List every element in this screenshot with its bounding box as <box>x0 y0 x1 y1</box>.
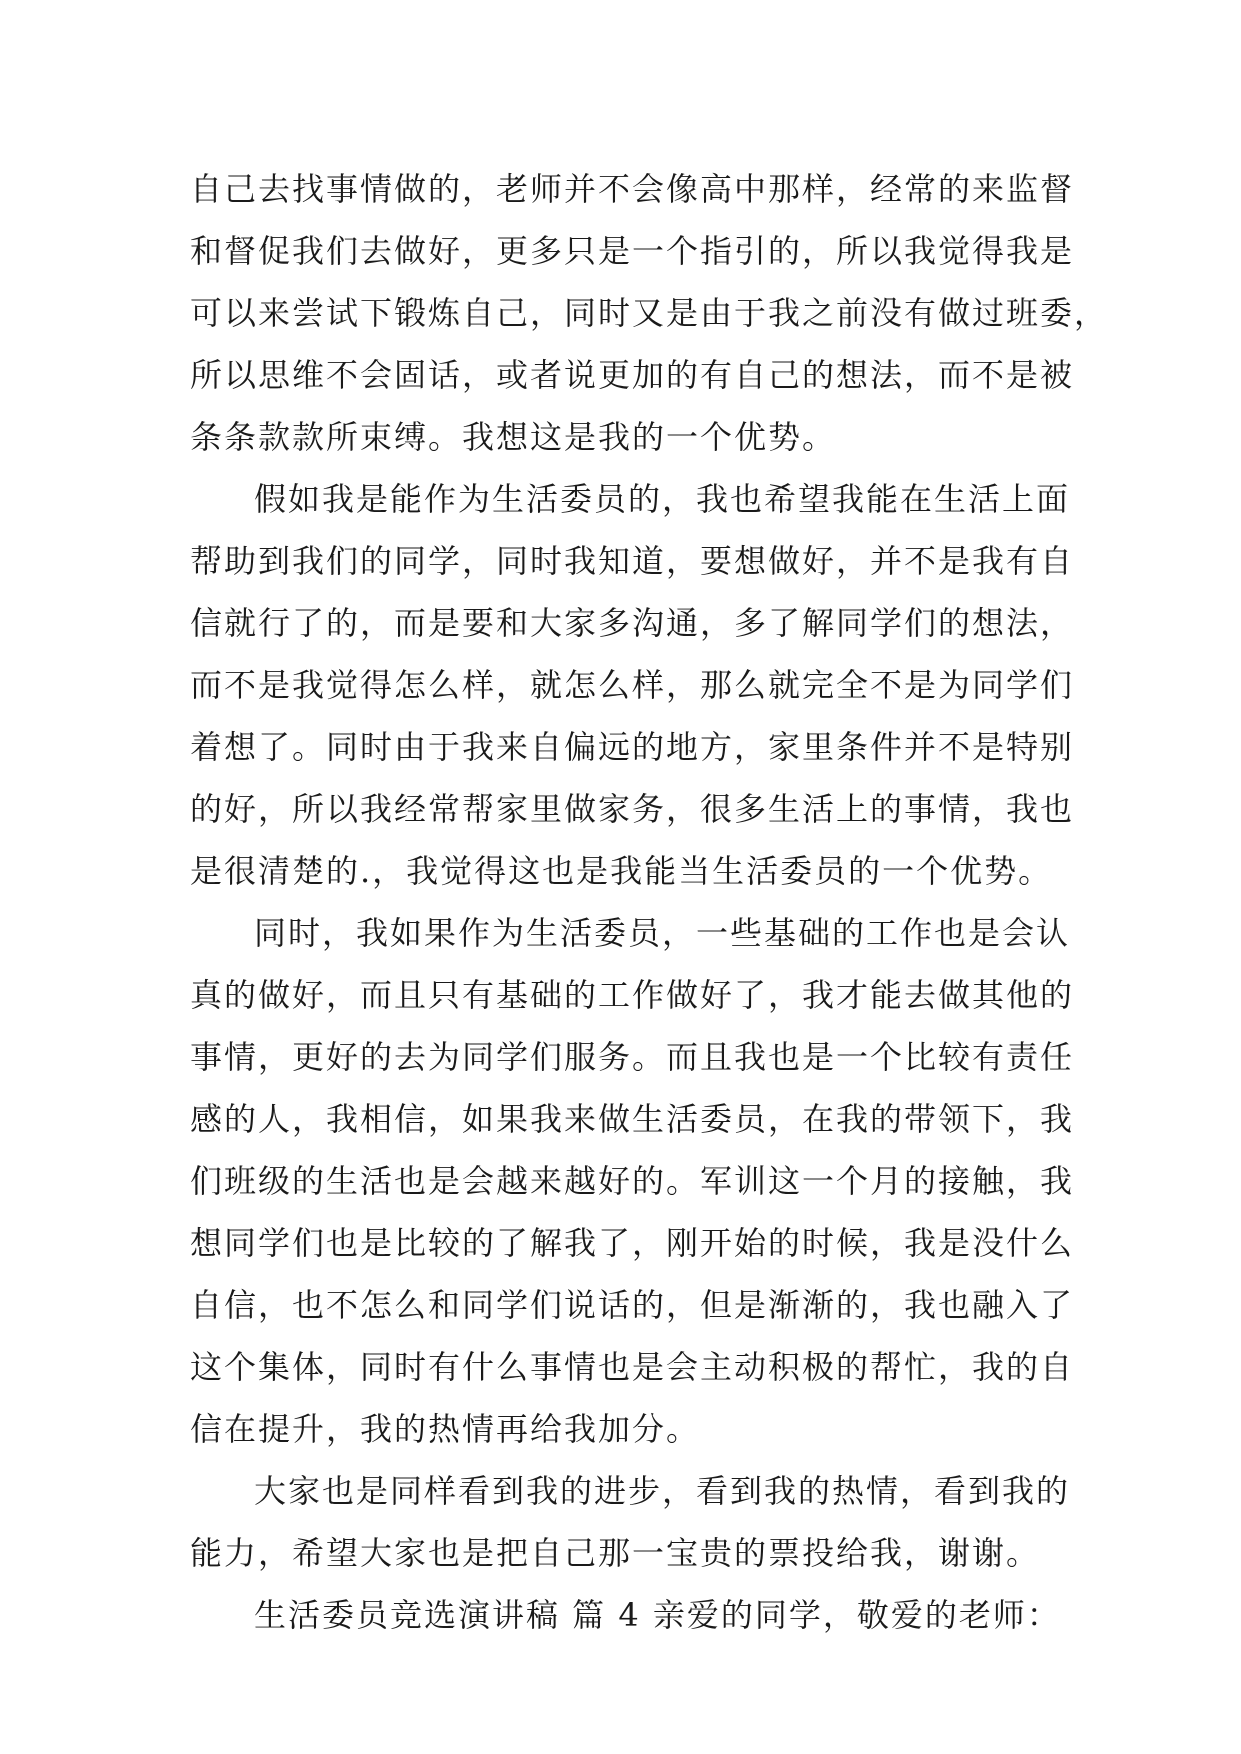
text-line: 假如我是能作为生活委员的，我也希望我能在生活上面 <box>254 480 1071 518</box>
text-line: 感的人，我相信，如果我来做生活委员，在我的带领下，我 <box>190 1100 1075 1138</box>
paragraph <box>190 468 1090 902</box>
text-line: 同时，我如果作为生活委员，一些基础的工作也是会认 <box>254 914 1071 952</box>
text-line: 帮助到我们的同学，同时我知道，要想做好，并不是我有自 <box>190 542 1075 580</box>
text-line: 这个集体，同时有什么事情也是会主动积极的帮忙，我的自 <box>190 1348 1075 1386</box>
text-line: 想同学们也是比较的了解我了，刚开始的时候，我是没什么 <box>190 1224 1075 1262</box>
text-line: 能力，希望大家也是把自己那一宝贵的票投给我，谢谢。 <box>190 1534 1041 1572</box>
text-line: 是很清楚的.，我觉得这也是我能当生活委员的一个优势。 <box>190 852 1053 890</box>
paragraph <box>190 158 1109 468</box>
text-line: 信就行了的，而是要和大家多沟通，多了解同学们的想法， <box>190 604 1075 642</box>
text-line: 和督促我们去做好，更多只是一个指引的，所以我觉得我是 <box>190 232 1075 270</box>
text-line: 信在提升，我的热情再给我加分。 <box>190 1410 701 1448</box>
paragraph <box>190 1584 1090 1646</box>
text-line: 自己去找事情做的，老师并不会像高中那样，经常的来监督 <box>190 170 1075 208</box>
text-line: 所以思维不会固话，或者说更加的有自己的想法，而不是被 <box>190 356 1075 394</box>
text-line: 条条款款所束缚。我想这是我的一个优势。 <box>190 418 837 456</box>
document-body <box>190 158 1109 1646</box>
paragraph <box>190 1460 1090 1584</box>
text-line: 真的做好，而且只有基础的工作做好了，我才能去做其他的 <box>190 976 1075 1014</box>
text-line: 事情，更好的去为同学们服务。而且我也是一个比较有责任 <box>190 1038 1075 1076</box>
text-line: 着想了。同时由于我来自偏远的地方，家里条件并不是特别 <box>190 728 1075 766</box>
text-line: 可以来尝试下锻炼自己，同时又是由于我之前没有做过班委， <box>190 294 1109 332</box>
text-line: 的好，所以我经常帮家里做家务，很多生活上的事情，我也 <box>190 790 1075 828</box>
text-line: 而不是我觉得怎么样，就怎么样，那么就完全不是为同学们 <box>190 666 1075 704</box>
text-line: 自信，也不怎么和同学们说话的，但是渐渐的，我也融入了 <box>190 1286 1075 1324</box>
text-line: 们班级的生活也是会越来越好的。军训这一个月的接触，我 <box>190 1162 1075 1200</box>
paragraph <box>190 902 1090 1460</box>
text-line: 生活委员竞选演讲稿 篇 4 亲爱的同学，敬爱的老师： <box>254 1596 1061 1634</box>
text-line: 大家也是同样看到我的进步，看到我的热情，看到我的 <box>254 1472 1071 1510</box>
